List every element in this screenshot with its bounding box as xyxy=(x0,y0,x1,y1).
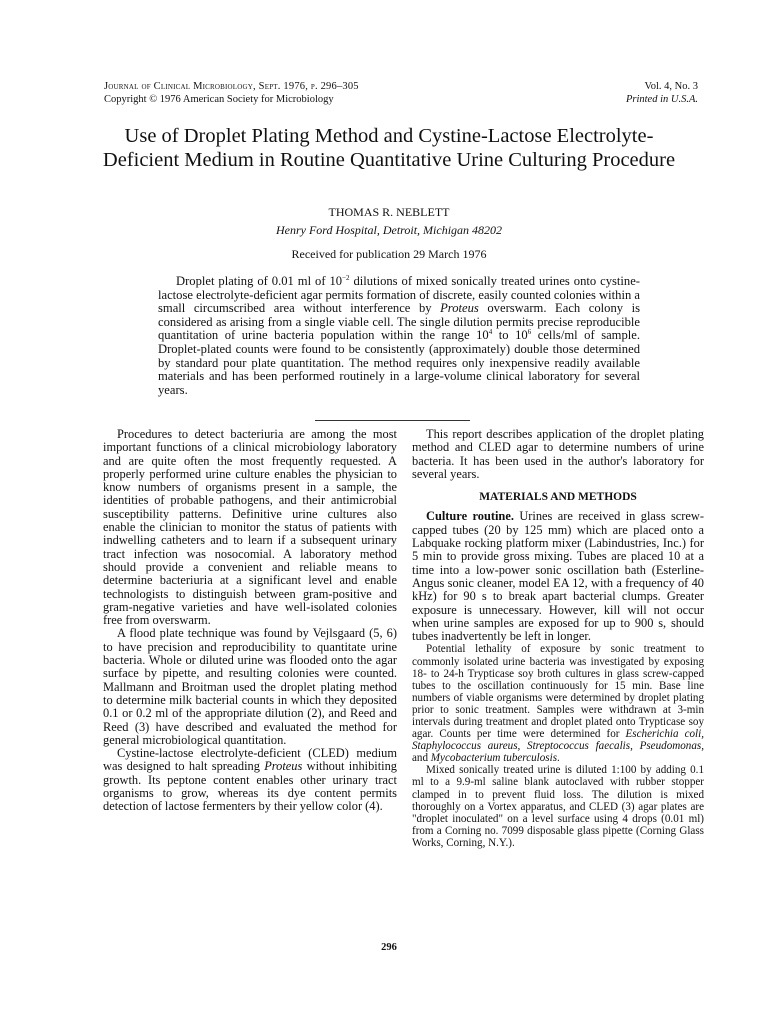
culture-routine-text: Urines are received in glass screw-capped tubes (20 by 125 mm) which are placed onto a Labquake rocking platform mixer (Labindustries, Inc.) for 5 min to provide gross mixing. Tubes are placed 10 at a time into a low-power sonic oscillation bath (Esterline-Angus sonic cleaner, model EA 12, with a frequency of 40 kHz) for 90 s to break apart bacterial clumps. Greater exposure is unnecessary. However, kill will not occur when urine samples are exposed for up to 900 s, should tubes inadvertently be left in longer. xyxy=(412,509,704,644)
paper-title: Use of Droplet Plating Method and Cystine-Lactose Electrolyte-Deficient Medium in Routine Quantitative Urine Culturing Procedure xyxy=(102,125,676,171)
abstract-exponent-2: 4 xyxy=(488,328,493,337)
culture-routine-heading: Culture routine. xyxy=(426,509,514,524)
section-divider xyxy=(315,420,470,421)
dilution-paragraph: Mixed sonically treated urine is diluted 1:100 by adding 0.1 ml to a 9.9-ml saline blank autoclaved with rubber stopper clamped in to prevent fluid loss. The dilution is mixed thoroughly on a Vortex apparatus, and CLED (3) agar plates are "droplet inoculated" on a level surface using 4 drops (0.01 ml) from a Corning no. 7099 disposable glass pipette (Corning Glass Works, Corning, N.Y.). xyxy=(412,764,704,849)
page-number: 296 xyxy=(381,942,397,953)
cled-text-2: without inhibiting growth. Its peptone content enables other urinary tract organisms to grow, whereas its dye content permits detection of lactose fermenters by their yellow color (4). xyxy=(103,759,397,814)
organism-list: Escherichia coli, Staphylococcus aureus, Streptococcus faecalis, Pseudomonas, xyxy=(412,728,704,753)
mycobacterium-name: Mycobacterium tuberculosis xyxy=(430,752,558,765)
abstract-text-3: overswarm. Each colony is considered as arising from a single viable cell. The single dilution permits precise reproducible quantitation of urine bacteria population within the range 10 xyxy=(158,301,640,343)
received-date: Received for publication 29 March 1976 xyxy=(291,247,487,261)
left-column xyxy=(103,428,397,814)
volume-header xyxy=(626,81,698,106)
lethality-paragraph xyxy=(412,643,704,764)
report-intro: This report describes application of the droplet plating method and CLED agar to determine numbers of urine bacteria. It has been used in the author's laboratory for several years. xyxy=(412,427,704,481)
cled-proteus: Proteus xyxy=(264,759,303,774)
abstract-exponent-3: 6 xyxy=(527,328,532,337)
author-affiliation: Henry Ford Hospital, Detroit, Michigan 48202 xyxy=(275,223,503,237)
right-column xyxy=(412,428,704,849)
journal-header xyxy=(104,81,359,106)
intro-paragraph-1: Procedures to detect bacteriuria are among the most important functions of a clinical microbiology laboratory and are quite often the most frequently requested. A properly performed urine culture enables the physician to know numbers of organisms present in a sample, the identities of probable pathogens, and their antimicrobial susceptibility patterns. Definitive urine cultures also enable the clinician to monitor the status of patients with indwelling catheters and to learn if a subsequent urinary tract infection was nosocomial. A laboratory method should provide a convenient and reliable means to determine bacteriuria at a significant level and enable technologists to distinguish between gram-positive and gram-negative varieties and have well-isolated colonies free from overswarm. xyxy=(103,427,397,628)
journal-citation: Journal of Clinical Microbiology, Sept. 1976, p. 296–305 xyxy=(104,81,359,92)
lethality-text: Potential lethality of exposure by sonic treatment to commonly isolated urine bacteria was investigated by exposing 18- to 24-h Trypticase soy broth cultures in glass screw-capped tubes to the oscillation continuously for 15 min. Base line numbers of viable organisms were determined by droplet plating prior to sonic treatment. Samples were withdrawn at 3-min intervals during treatment and droplet plated onto Trypticase soy agar. Counts per time were determined for xyxy=(412,643,704,741)
cled-text-1: Cystine-lactose electrolyte-deficient (CLED) medium was designed to halt spreading xyxy=(103,746,397,774)
volume-issue: Vol. 4, No. 3 xyxy=(644,81,698,92)
lethality-end: . xyxy=(557,752,560,765)
abstract-paragraph xyxy=(158,275,640,397)
lethality-and: and xyxy=(412,752,431,765)
abstract-text-1: Droplet plating of 0.01 ml of 10 xyxy=(176,274,343,288)
intro-paragraph-2: A flood plate technique was found by Vejlsgaard (5, 6) to have precision and reproducibility to quantitate urine bacteria. Whole or diluted urine was flooded onto the agar surface by pipette, and resulting colonies were counted. Mallmann and Broitman used the droplet plating method to determine milk bacterial counts in which they deposited 0.1 or 0.2 ml of the appropriate dilution (2), and Reed and Reed (3) have described and evaluated the method for general microbiological quantitation. xyxy=(103,626,397,747)
methods-small-text xyxy=(412,643,704,849)
abstract xyxy=(158,275,640,397)
printed-in: Printed in U.S.A. xyxy=(625,93,698,105)
intro-paragraph-3 xyxy=(103,747,397,813)
materials-methods-heading: MATERIALS AND METHODS xyxy=(479,491,637,504)
copyright-line: Copyright © 1976 American Society for Microbiology xyxy=(104,93,334,105)
author-name: THOMAS R. NEBLETT xyxy=(328,205,450,219)
culture-routine-paragraph xyxy=(412,510,704,643)
abstract-proteus: Proteus xyxy=(440,301,479,316)
abstract-text-2: dilutions of mixed sonically treated urines onto cystine-lactose electrolyte-deficient agar permits formation of discrete, easily counted colonies within a small circumscribed area without interference by xyxy=(158,274,641,316)
abstract-text-4: to 10 xyxy=(492,328,528,343)
abstract-exponent-1: −2 xyxy=(342,274,350,282)
abstract-text-5: cells/ml of sample. Droplet-plated counts were found to be consistently (approximately) double those determined by standard pour plate quantitation. The method requires only inexpensive readily available materials and has been performed routinely in a large-volume clinical laboratory for several years. xyxy=(158,328,641,397)
